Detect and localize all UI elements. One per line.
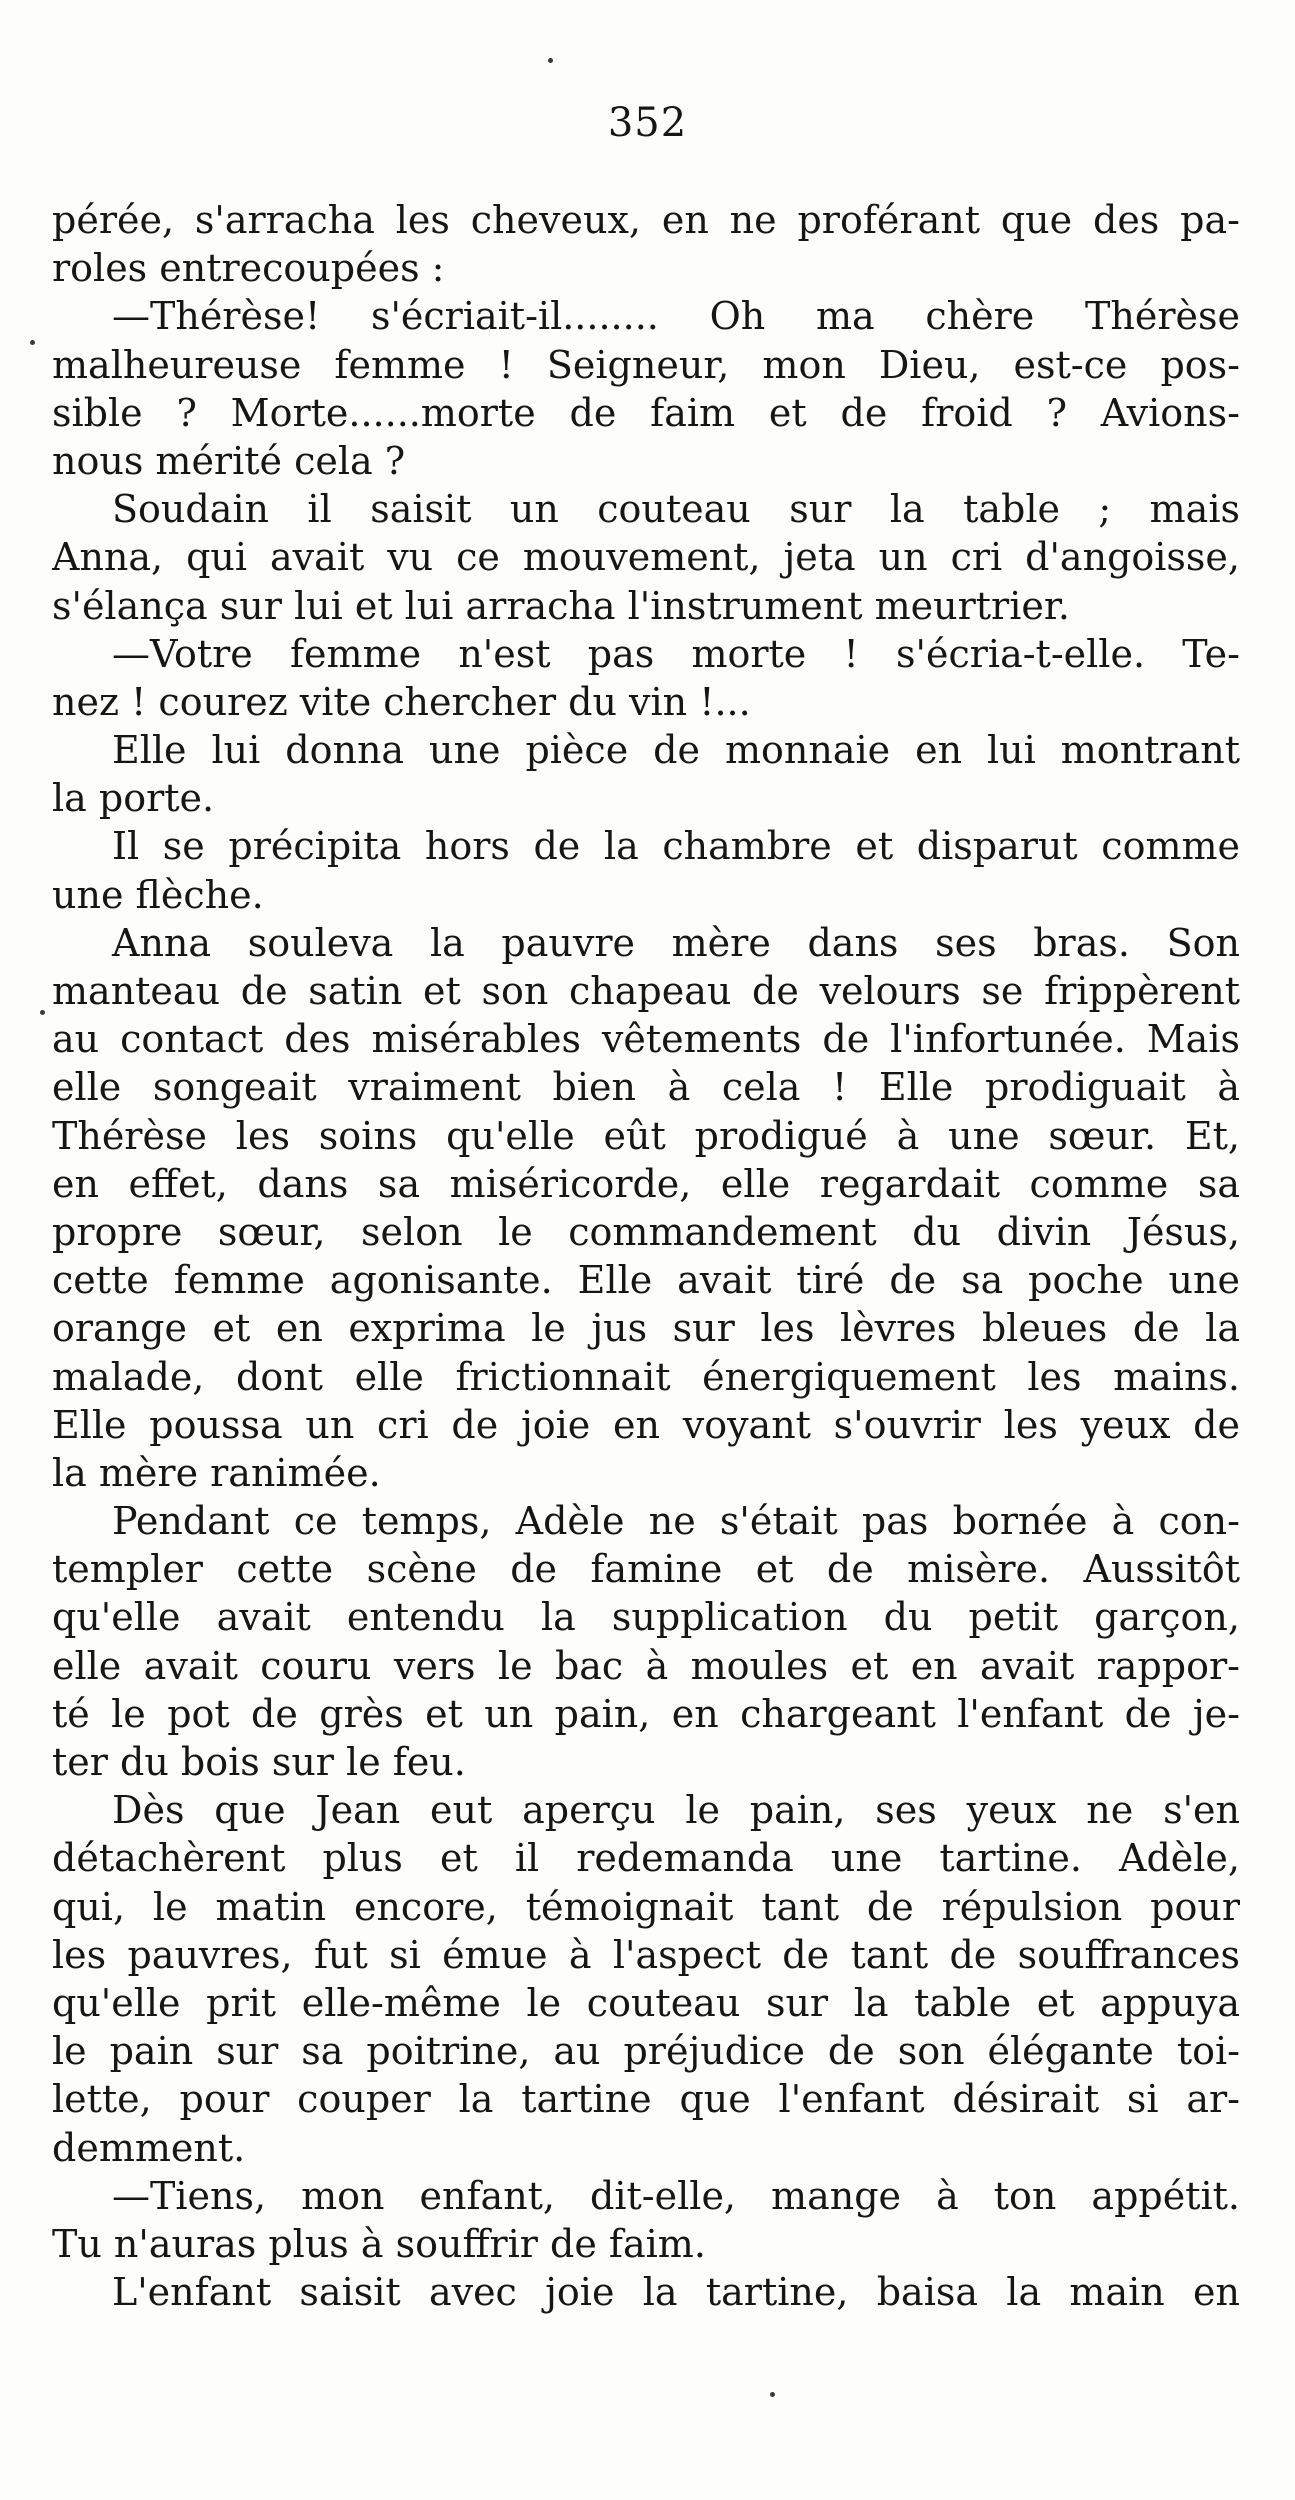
text-line: orange et en exprima le jus sur les lèvres bleues de la <box>52 1306 1240 1351</box>
text-line: Soudain il saisit un couteau sur la table ; mais <box>112 487 1240 532</box>
text-line: Pendant ce temps, Adèle ne s'était pas bornée à con- <box>112 1499 1240 1544</box>
text-line: Il se précipita hors de la chambre et disparut comme <box>112 824 1240 869</box>
text-line: pérée, s'arracha les cheveux, en ne proférant que des pa- <box>52 198 1240 242</box>
text-line: une flèche. <box>52 872 264 917</box>
text-line: ter du bois sur le feu. <box>52 1740 466 1784</box>
text-line: manteau de satin et son chapeau de velours se frippèrent <box>52 969 1240 1013</box>
text-line: Thérèse les soins qu'elle eût prodigué à une sœur. Et, <box>52 1113 1240 1158</box>
body-text <box>52 196 1240 2316</box>
text-line: té le pot de grès et un pain, en chargeant l'enfant de je- <box>52 1691 1240 1736</box>
text-line: templer cette scène de famine et de misère. Aussitôt <box>52 1547 1240 1592</box>
text-line: qu'elle prit elle-même le couteau sur la table et appuya <box>52 1980 1240 2025</box>
text-line: les pauvres, fut si émue à l'aspect de tant de souffrances <box>52 1932 1240 1977</box>
print-speck <box>40 1010 45 1015</box>
print-speck <box>770 2392 775 2397</box>
text-line: Dès que Jean eut aperçu le pain, ses yeux ne s'en <box>112 1788 1240 1833</box>
text-line: propre sœur, selon le commandement du divin Jésus, <box>52 1209 1240 1254</box>
text-line: nous mérité cela ? <box>52 438 406 483</box>
text-line: elle avait couru vers le bac à moules et en avait rappor- <box>52 1643 1240 1688</box>
print-speck <box>548 58 553 63</box>
text-line: cette femme agonisante. Elle avait tiré de sa poche une <box>52 1258 1240 1303</box>
text-line: sible ? Morte......morte de faim et de froid ? Avions- <box>52 390 1240 435</box>
text-line: demment. <box>52 2125 246 2170</box>
text-line: malheureuse femme ! Seigneur, mon Dieu, est-ce pos- <box>52 342 1240 387</box>
text-line: au contact des misérables vêtements de l'infortunée. Mais <box>52 1017 1240 1062</box>
text-line: le pain sur sa poitrine, au préjudice de son élégante toi- <box>52 2029 1240 2074</box>
text-line: la porte. <box>52 776 215 821</box>
text-line: —Tiens, mon enfant, dit-elle, mange à ton appétit. <box>112 2173 1240 2218</box>
text-line: L'enfant saisit avec joie la tartine, baisa la main en <box>112 2270 1240 2315</box>
text-line: lette, pour couper la tartine que l'enfant désirait si ar- <box>52 2077 1240 2122</box>
text-line: s'élança sur lui et lui arracha l'instrument meurtrier. <box>52 583 1070 628</box>
text-line: qui, le matin encore, témoignait tant de répulsion pour <box>52 1884 1240 1929</box>
text-line: Elle poussa un cri de joie en voyant s'ouvrir les yeux de <box>52 1402 1240 1447</box>
text-line: qu'elle avait entendu la supplication du petit garçon, <box>52 1595 1240 1640</box>
text-line: Elle lui donna une pièce de monnaie en lui montrant <box>112 728 1240 773</box>
text-line: roles entrecoupées : <box>52 246 445 291</box>
text-line: Anna, qui avait vu ce mouvement, jeta un cri d'angoisse, <box>52 535 1240 580</box>
text-line: la mère ranimée. <box>52 1450 381 1495</box>
text-line: malade, dont elle frictionnait énergiquement les mains. <box>52 1354 1240 1399</box>
text-line: —Thérèse! s'écriait-il........ Oh ma chère Thérèse <box>112 294 1240 339</box>
text-line: elle songeait vraiment bien à cela ! Elle prodiguait à <box>52 1065 1240 1110</box>
text-line: Anna souleva la pauvre mère dans ses bras. Son <box>112 920 1240 965</box>
text-line: —Votre femme n'est pas morte ! s'écria-t-elle. Te- <box>112 631 1240 676</box>
print-speck <box>30 340 35 345</box>
text-line: détachèrent plus et il redemanda une tartine. Adèle, <box>52 1836 1240 1881</box>
page-number: 352 <box>607 100 688 146</box>
text-line: Tu n'auras plus à souffrir de faim. <box>52 2221 706 2266</box>
text-line: nez ! courez vite chercher du vin !... <box>52 679 751 724</box>
text-line: en effet, dans sa miséricorde, elle regardait comme sa <box>52 1161 1240 1206</box>
